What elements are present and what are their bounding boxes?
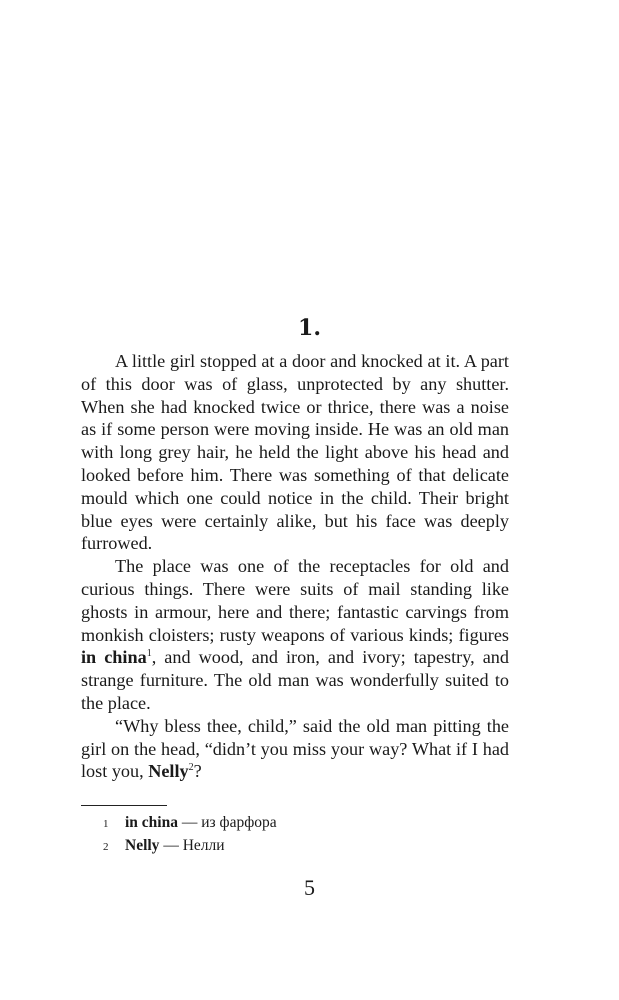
footnote-dash: — (163, 837, 179, 854)
page-number: 5 (304, 875, 315, 900)
footnote-number: 2 (103, 841, 109, 853)
footnote-1 (81, 812, 509, 835)
chapter-title: 1. (298, 315, 321, 341)
paragraph-1: A little girl stopped at a door and knocked at it. A part of this door was of glass, unprotected by any shutter. When she had knocked twice or thrice, there was a noise as if some person were moving inside. He was an old man with long grey hair, he held the light above his head and looked before him. There was something of that delicate mould which one could notice in the child. Their bright blue eyes were certainly alike, but his face was deeply furrowed. (81, 351, 509, 554)
footnote-translation: из фарфора (201, 814, 277, 831)
paragraph-3-text-b: ? (193, 761, 202, 782)
paragraph-3-text-a: “Why bless thee, child,” said the old man pitting the girl on the head, “didn’t you miss your way? What if I had lost you, (81, 715, 509, 782)
footnote-divider (81, 805, 167, 806)
footnote-term: in china (125, 814, 178, 831)
glossed-term-in-china: in china (81, 647, 147, 668)
paragraph-3 (81, 715, 509, 783)
footnote-ref-2: 2 (188, 762, 194, 774)
footnote-dash: — (181, 814, 198, 831)
footnote-number: 1 (103, 818, 109, 830)
footnote-2 (81, 835, 509, 858)
paragraph-2 (81, 555, 509, 715)
paragraph-2-text-a: The place was one of the receptacles for old and curious things. There were suits of mail standing like ghosts in armour, here and there; fantastic carvings from monkish cloisters; rusty weapons of various kinds; figures (81, 556, 509, 645)
chapter-body (81, 350, 509, 783)
footnotes (81, 812, 509, 858)
footnote-translation: Нелли (182, 837, 225, 854)
footnote-term: Nelly (125, 837, 160, 854)
paragraph-2-text-b: , and wood, and iron, and ivory; tapestry, and strange furniture. The old man was wonderfully suited to the place. (81, 647, 509, 713)
glossed-term-nelly: Nelly (148, 761, 189, 782)
footnote-ref-1: 1 (146, 648, 152, 660)
